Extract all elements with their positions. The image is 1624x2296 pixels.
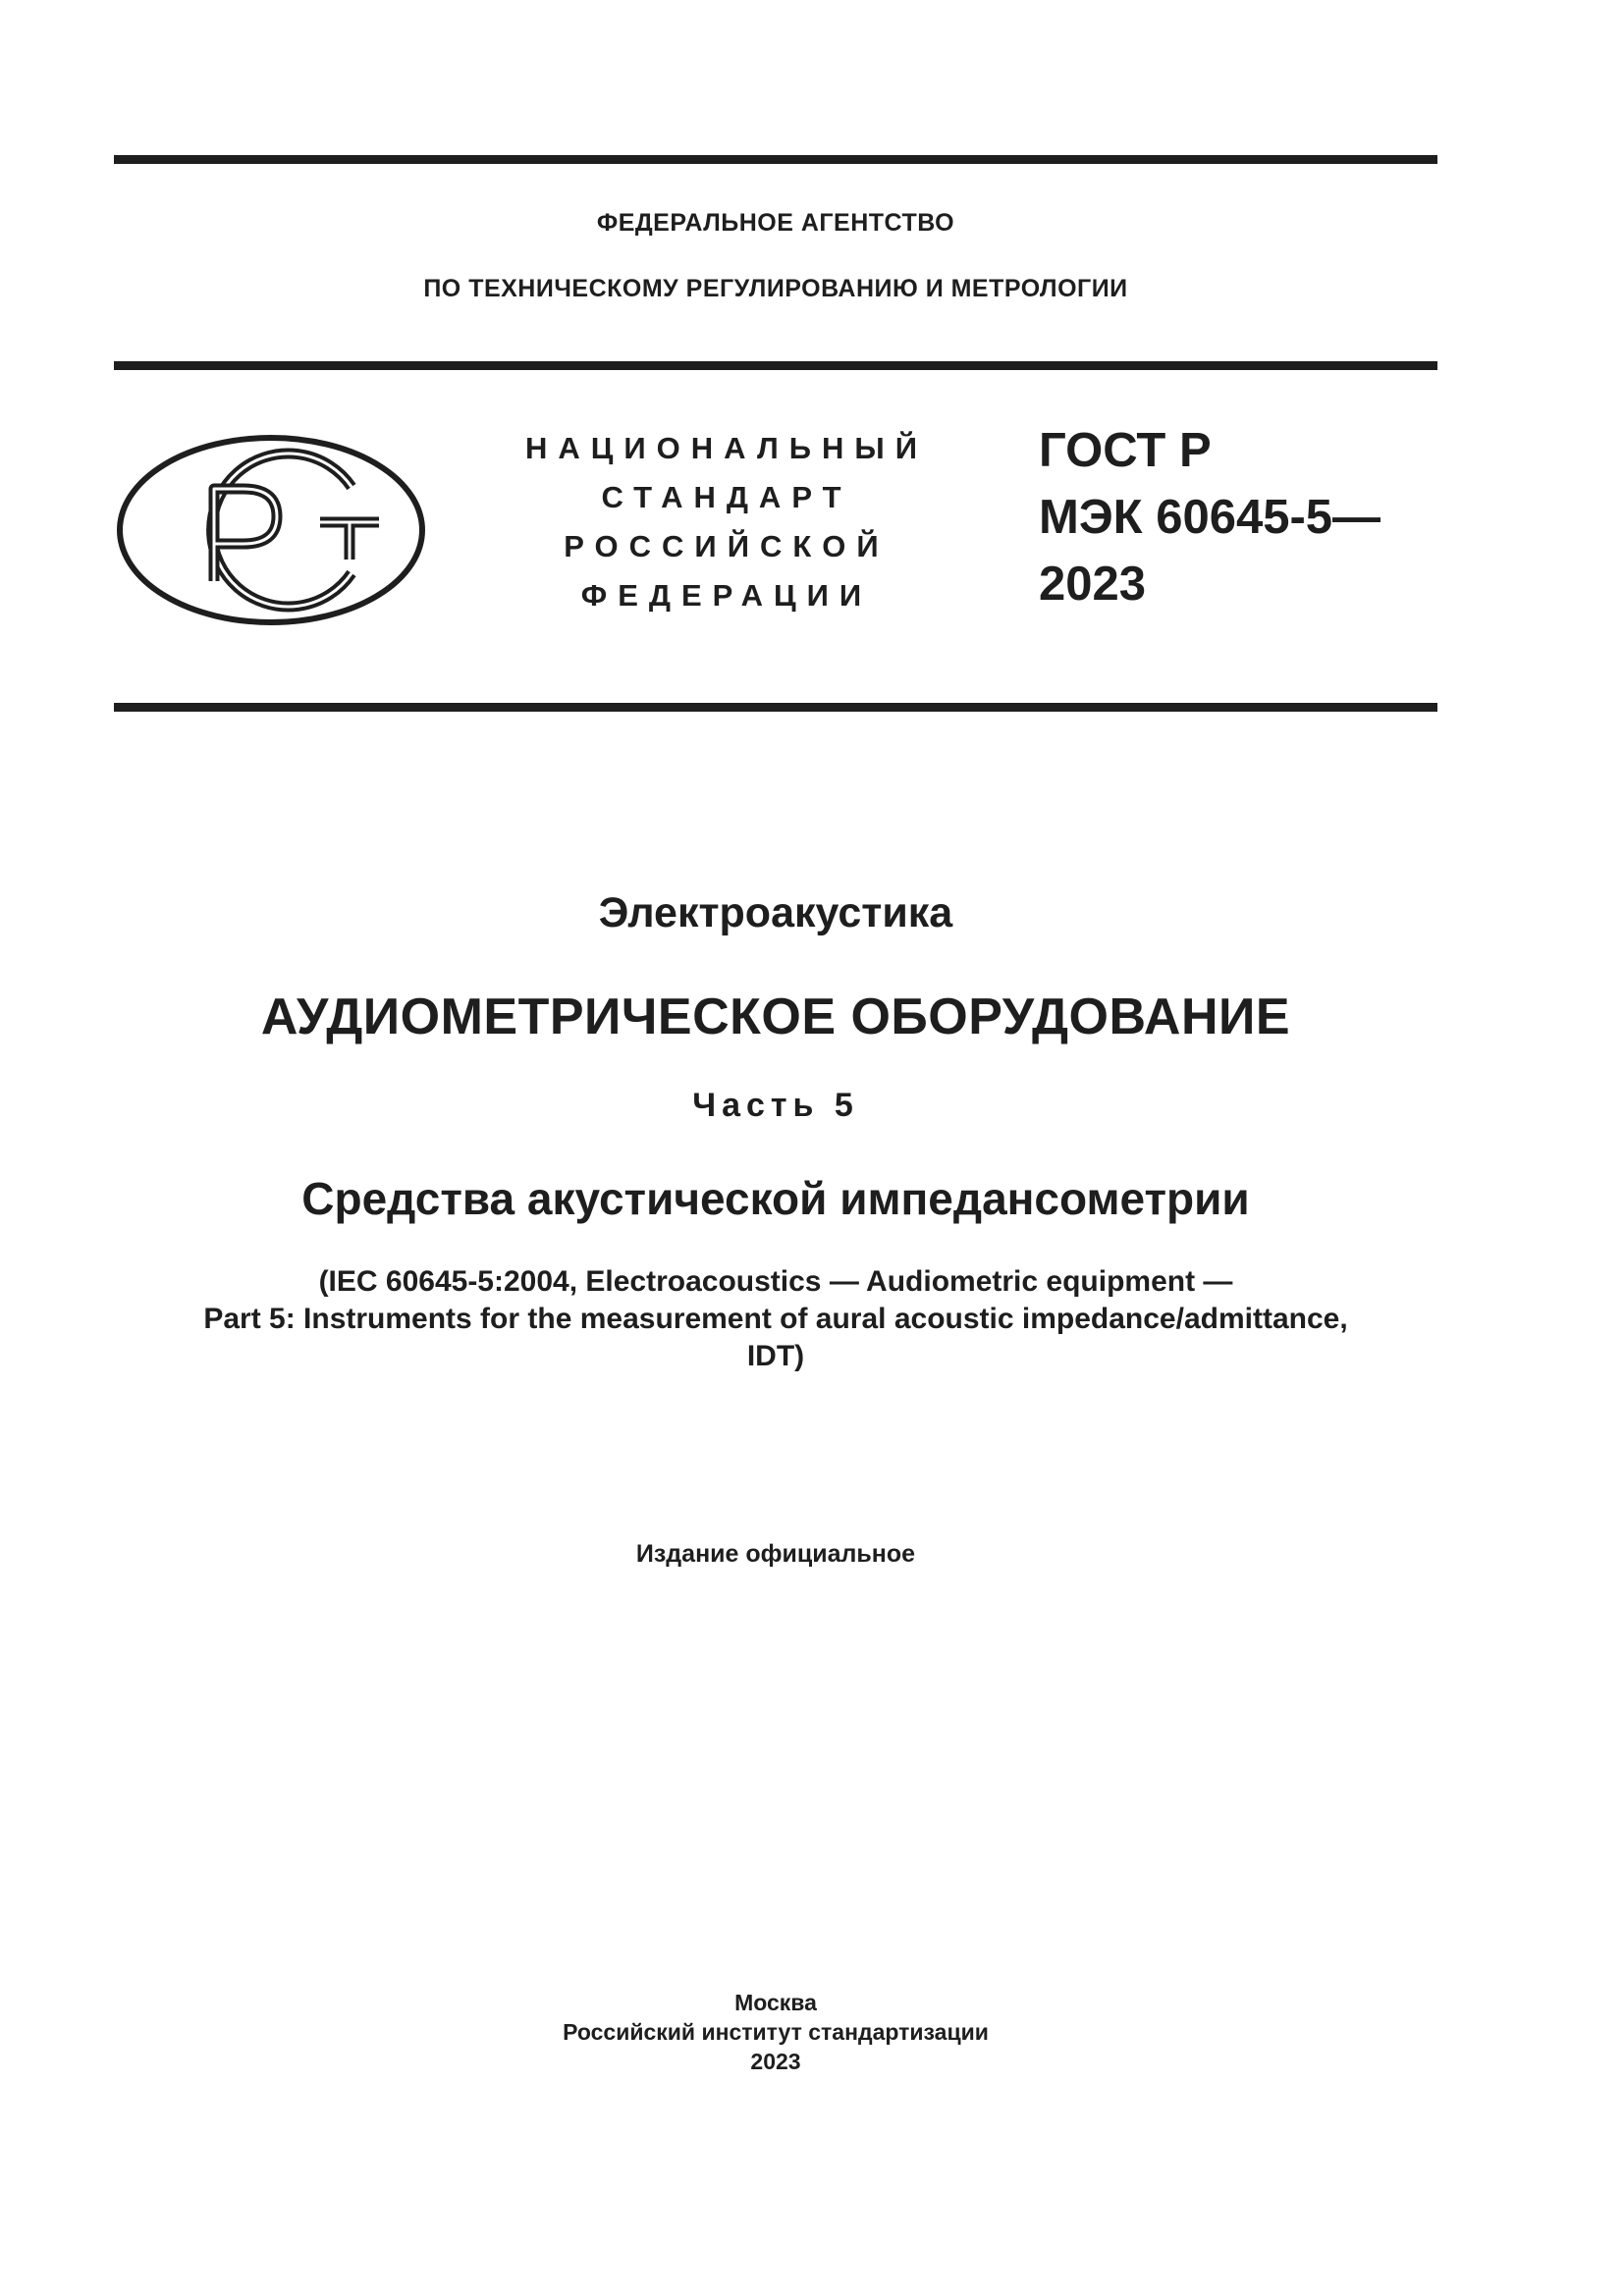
edition-note: Издание официальное [635,1540,916,1568]
iec-reference [114,1263,1437,1375]
designation-line-3: 2023 [1039,558,1147,611]
part-number: Часть 5 [692,1087,859,1124]
rst-certification-mark-icon [114,432,428,628]
standard-designation [1039,417,1380,617]
national-standard-label [491,424,962,620]
main-title: АУДИОМЕТРИЧЕСКОЕ ОБОРУДОВАНИЕ [260,988,1291,1045]
header-bottom-rule [114,703,1437,712]
agency-line-1: ФЕДЕРАЛЬНОЕ АГЕНТСТВО [596,209,955,237]
subject-heading: Электроакустика [598,889,953,936]
iec-reference-line-1: (IEC 60645-5:2004, Electroacoustics — Audiometric equipment — [318,1265,1233,1298]
national-line-1: НАЦИОНАЛЬНЫЙ [524,431,929,465]
part-title: Средства акустической импедансометрии [301,1173,1250,1224]
national-line-4: ФЕДЕРАЦИИ [580,578,873,613]
imprint-publisher: Российский институт стандартизации [563,2019,989,2045]
national-line-2: СТАНДАРТ [601,480,852,514]
iec-reference-line-2: Part 5: Instruments for the measurement of aural acoustic impedance/admittance, [203,1303,1348,1335]
designation-line-1: ГОСТ Р [1039,424,1212,477]
top-rule [114,155,1437,164]
agency-line-2: ПО ТЕХНИЧЕСКОМУ РЕГУЛИРОВАНИЮ И МЕТРОЛОГИИ [423,275,1128,302]
agency-divider-rule [114,361,1437,370]
imprint-year: 2023 [750,2049,801,2074]
designation-line-2: МЭК 60645-5— [1039,491,1381,544]
iec-reference-line-3: IDT) [746,1340,805,1372]
national-line-3: РОССИЙСКОЙ [564,529,890,563]
imprint-city: Москва [734,1990,817,2015]
